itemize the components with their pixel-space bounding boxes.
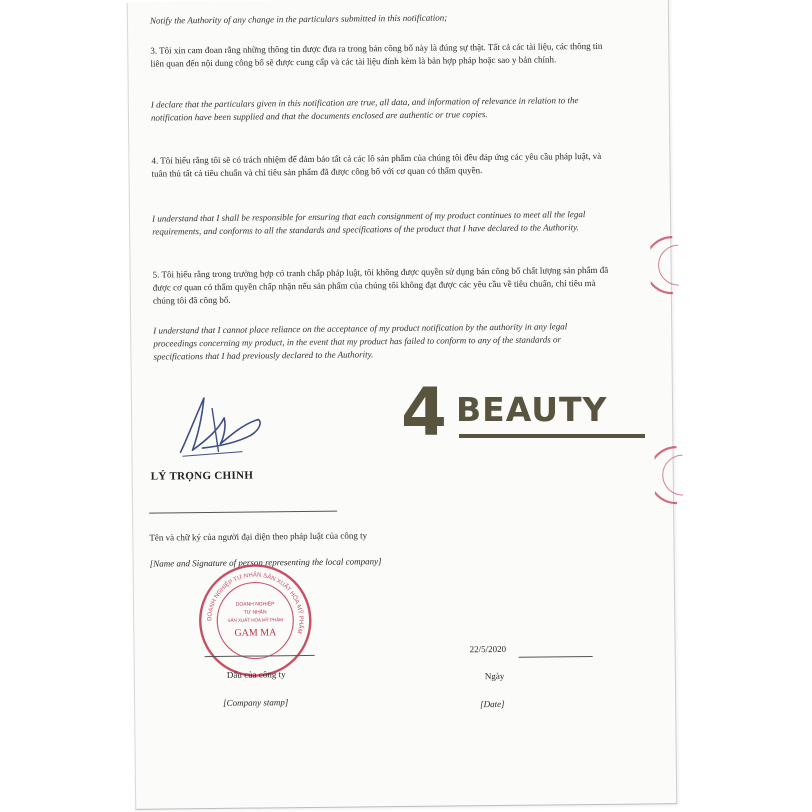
company-stamp-seal (196, 561, 315, 680)
clause-4-en: I understand that I shall be responsible for ensuring that each consignment of my product continues to meet all the legal requirements, and conforms to all the standards and specifications of the product that I have declared to the Authority. (151, 209, 586, 237)
svg-text:DOANH NGHIỆP: DOANH NGHIỆP (235, 601, 275, 608)
representative-label-vi: Tên và chữ ký của người đại diện theo pháp luật của công ty (149, 530, 368, 543)
clause-5-en: I understand that I cannot place reliance on the acceptance of my product notification by the authority in any legal proceedings concerning my product, in the event that my product has failed to conform to any of the standards or specifications that I had previously declared to the Authority. (153, 321, 568, 362)
page-edge-stamp-bottom (654, 445, 685, 505)
date-label-en: [Date] (480, 698, 505, 710)
clause-5-vi: 5. Tôi hiểu rằng trong trường hợp có tranh chấp pháp luật, tôi không được quyền sử dụng bản công bố chất lượng sản phẩm đã được cơ quan có thẩm quyền chấp nhận nếu sản phẩm của chúng tôi không đạt được các yêu cầu về tiêu chuẩn, chỉ tiêu mà chúng tôi đã công bố. (152, 264, 609, 306)
signer-name: LÝ TRỌNG CHINH (150, 469, 254, 483)
svg-text:SẢN XUẤT HÓA MỸ PHẨM: SẢN XUẤT HÓA MỸ PHẨM (227, 617, 284, 623)
date-label-vi: Ngày (484, 670, 505, 682)
svg-text:DOANH NGHIỆP TƯ NHÂN SẢN XUẤT: DOANH NGHIỆP TƯ NHÂN SẢN XUẤT HÓA MỸ PHẨM (207, 572, 304, 634)
date-line (519, 656, 593, 658)
logo-word: BEAUTY (456, 390, 608, 429)
clause-4-vi: 4. Tôi hiểu rằng tôi sẽ có trách nhiệm để đảm bảo tất cả các lô sản phẩm của chúng tôi đều đáp ứng các yêu cầu pháp luật, và tuân thủ tất cả tiêu chuẩn và chỉ tiêu sản phẩm đã được công bố với cơ quan có thẩm quyền. (151, 150, 602, 179)
4beauty-logo (401, 374, 661, 451)
signature-line (149, 511, 337, 514)
date-value: 22/5/2020 (469, 643, 507, 655)
svg-text:TƯ NHÂN: TƯ NHÂN (243, 609, 267, 616)
stamp-label-vi: Dấu của công ty (226, 669, 286, 680)
representative-label-en: [Name and Signature of person representing the local company] (149, 556, 382, 569)
page-edge-stamp-top (650, 235, 681, 295)
clause-3-en: I declare that the particulars given in this notification are true, all data, and information of relevance in relation to the notification have been supplied and that the documents enclosed are authentic or true copies. (150, 95, 579, 123)
logo-number: 4 (401, 374, 447, 451)
handwritten-signature (172, 389, 283, 460)
clause-3-vi: 3. Tôi xin cam đoan rằng những thông tin được đưa ra trong bản công bố này là đúng sự thật. Tất cả các tài liệu, các thông tin liên quan đến nội dung công bố sẽ được cung cấp và các tài liệu đính kèm là bản hợp pháp hoặc sao y bản chính. (150, 40, 603, 69)
svg-text:GAM MA: GAM MA (234, 627, 277, 639)
logo-underline (459, 434, 645, 438)
stamp-label-en: [Company stamp] (223, 697, 289, 708)
notify-clause-en: Notify the Authority of any change in the particulars submitted in this notification; (149, 12, 448, 26)
